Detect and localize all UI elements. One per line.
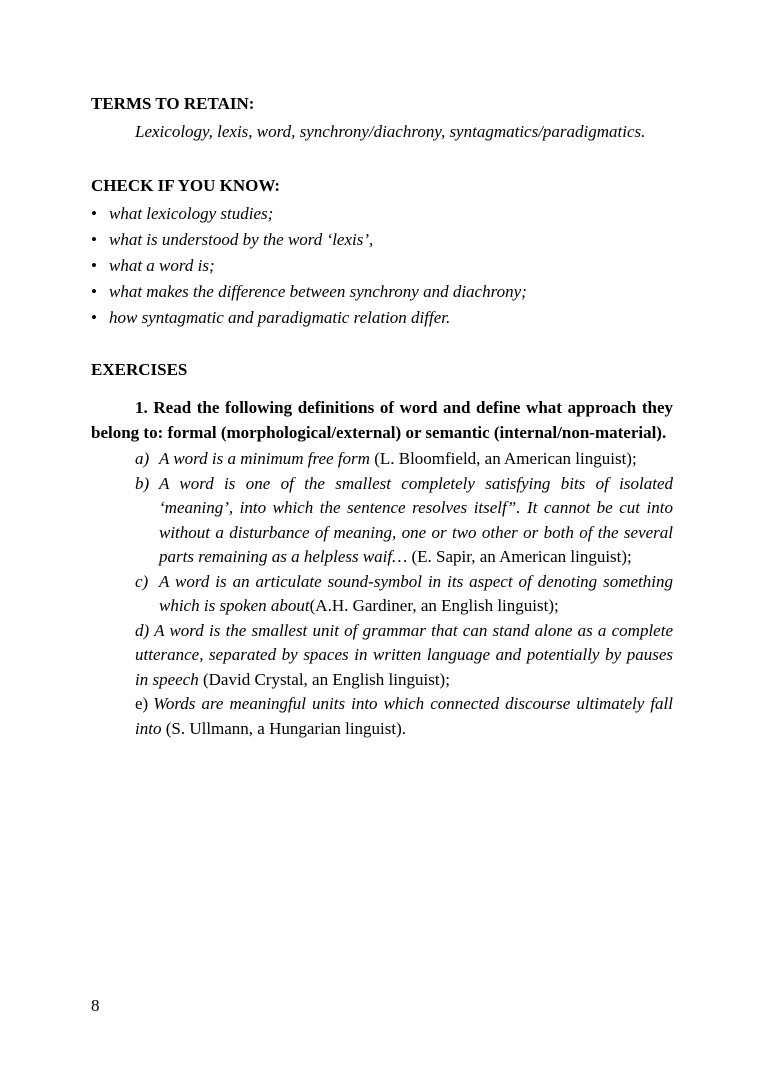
page-number: 8	[91, 996, 100, 1015]
definition-source: (A.H. Gardiner, an English linguist);	[309, 596, 559, 615]
list-item-text: what is understood by the word ‘lexis’,	[109, 229, 374, 249]
page-content	[91, 92, 673, 741]
definition-quote: A word is a minimum free form	[159, 449, 370, 468]
list-item-text: how syntagmatic and paradigmatic relation differ.	[109, 307, 451, 327]
list-item	[91, 305, 673, 331]
definition-label: e)	[135, 694, 149, 713]
definition-source: (E. Sapir, an American linguist);	[407, 547, 632, 566]
exercise-task: 1. Read the following definitions of word and define what approach they belong to: formal (morphological/external) or semantic (internal/non-material).	[91, 398, 673, 442]
list-item-text: what a word is;	[109, 255, 215, 275]
bullet-icon: •	[91, 229, 97, 249]
definition-item	[91, 570, 673, 619]
definition-label: d)	[135, 620, 150, 640]
list-item-text: what makes the difference between synchrony and diachrony;	[109, 281, 527, 301]
list-item	[91, 201, 673, 227]
bullet-icon: •	[91, 203, 97, 223]
check-heading: CHECK IF YOU KNOW:	[91, 176, 281, 195]
bullet-icon: •	[91, 281, 97, 301]
exercises-heading: EXERCISES	[91, 359, 188, 379]
definition-item	[91, 472, 673, 570]
list-item	[91, 253, 673, 279]
terms-heading: TERMS TO RETAIN:	[91, 94, 255, 113]
definition-quote: A word is the smallest unit of grammar that can stand alone as a complete utterance, separated by spaces in written language and potentially by pauses in speech	[135, 620, 673, 689]
definition-item	[91, 619, 673, 693]
definition-item	[91, 447, 673, 472]
list-item-text: what lexicology studies;	[109, 203, 274, 223]
definition-quote: A word is an articulate sound-symbol in its aspect of denoting something which is spoken about	[159, 571, 673, 615]
definition-item	[91, 692, 673, 741]
bullet-icon: •	[91, 307, 97, 327]
definition-quote: A word is one of the smallest completely satisfying bits of isolated ‘meaning’, into which the sentence resolves itself”. It cannot be cut into without a disturbance of meaning, one or two other or both of the several parts remaining as a helpless waif…	[159, 473, 673, 566]
list-item	[91, 279, 673, 305]
definition-label: c)	[135, 571, 149, 591]
definition-quote: Words are meaningful units into which connected discourse ultimately fall into	[135, 694, 673, 738]
bullet-icon: •	[91, 255, 97, 275]
definition-label: a)	[135, 449, 150, 468]
definition-source: (L. Bloomfield, an American linguist);	[369, 449, 637, 468]
definition-label: b)	[135, 473, 150, 493]
terms-list: Lexicology, lexis, word, synchrony/diachrony, syntagmatics/paradigmatics.	[135, 121, 646, 141]
list-item	[91, 227, 673, 253]
check-list	[91, 201, 673, 331]
definition-source: (S. Ullmann, a Hungarian linguist).	[161, 718, 407, 738]
definitions-list	[91, 447, 673, 741]
definition-source: (David Crystal, an English linguist);	[198, 669, 450, 689]
